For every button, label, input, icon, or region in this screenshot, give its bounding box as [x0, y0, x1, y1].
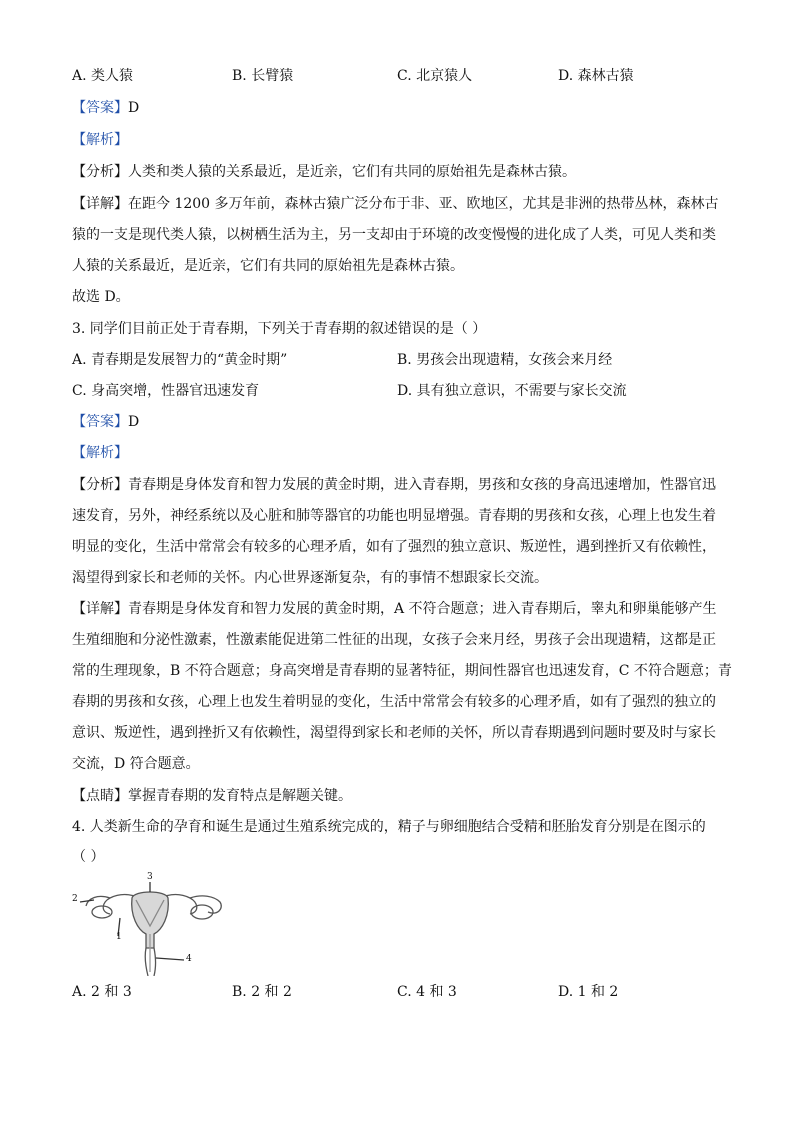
fenxi-tag: 【分析】 — [72, 164, 128, 180]
fenxi-text: 人类和类人猿的关系最近，是近亲，它们有共同的原始祖先是森林古猿。 — [128, 164, 576, 180]
q2-option-b: B. 长臂猿 — [232, 68, 294, 84]
q3-xiangjie-line: 交流，D 符合题意。 — [72, 756, 200, 772]
q3-fenxi-line: 渴望得到家长和老师的关怀。内心世界逐渐复杂，有的事情不想跟家长交流。 — [72, 570, 548, 586]
q3-option-a: A. 青春期是发展智力的“黄金时期” — [72, 352, 288, 368]
q3-xiangjie-line: 春期的男孩和女孩，心理上也发生着明显的变化，生活中常常会有较多的心理矛盾，如有了强烈的独立的 — [72, 694, 716, 710]
q2-option-c: C. 北京猿人 — [397, 68, 473, 84]
q3-fenxi-line: 速发育，另外，神经系统以及心脏和肺等器官的功能也明显增强。青春期的男孩和女孩，心理上也发生着 — [72, 508, 716, 524]
q3-option-c: C. 身高突增，性器官迅速发育 — [72, 383, 260, 399]
figure-label-3: 3 — [147, 872, 153, 882]
q3-xiangjie-line: 生殖细胞和分泌性激素，性激素能促进第二性征的出现，女孩子会来月经，男孩子会出现遗精，这都是正 — [72, 632, 716, 648]
q2-conclusion: 故选 D。 — [72, 289, 130, 305]
q4-option-c: C. 4 和 3 — [397, 984, 457, 1000]
xiangjie-tag: 【详解】 — [72, 196, 128, 212]
q4-option-a: A. 2 和 3 — [72, 984, 132, 1000]
q2-xiangjie-line: 猿的一支是现代类人猿，以树栖生活为主，另一支却由于环境的改变慢慢的进化成了人类，可见人类和类 — [72, 227, 716, 243]
q3-option-b: B. 男孩会出现遗精，女孩会来月经 — [397, 352, 613, 368]
answer-tag: 【答案】 — [72, 100, 128, 116]
xiangjie-tag: 【详解】 — [72, 601, 128, 617]
q2-xiangjie-line: 人猿的关系最近，是近亲，它们有共同的原始祖先是森林古猿。 — [72, 258, 464, 274]
q2-analysis-tag: 【解析】 — [72, 132, 128, 148]
uterus-diagram — [74, 872, 226, 976]
answer-value: D — [128, 100, 140, 116]
figure-label-1: 1 — [116, 932, 122, 942]
q3-option-d: D. 具有独立意识，不需要与家长交流 — [397, 383, 627, 399]
xiangjie-text: 在距今 1200 多万年前，森林古猿广泛分布于非、亚、欧地区，尤其是非洲的热带丛林，森林古 — [128, 196, 719, 212]
q2-answer — [72, 100, 139, 116]
dianjing-tag: 【点睛】 — [72, 788, 128, 804]
figure-label-4: 4 — [186, 954, 192, 964]
q2-option-a: A. 类人猿 — [72, 68, 134, 84]
fenxi-tag: 【分析】 — [72, 477, 128, 493]
q3-xiangjie-line: 常的生理现象，B 不符合题意；身高突增是青春期的显著特征，期间性器官也迅速发育，C 不符合题意；青 — [72, 663, 732, 679]
fenxi-text: 青春期是身体发育和智力发展的黄金时期，进入青春期，男孩和女孩的身高迅速增加，性器官迅 — [128, 477, 716, 493]
q4-option-b: B. 2 和 2 — [232, 984, 292, 1000]
q2-xiangjie-line — [72, 196, 719, 212]
q4-stem: 4. 人类新生命的孕育和诞生是通过生殖系统完成的，精子与卵细胞结合受精和胚胎发育分别是在图示的 — [72, 819, 706, 835]
q3-stem: 3. 同学们目前正处于青春期，下列关于青春期的叙述错误的是（ ） — [72, 321, 487, 337]
q3-xiangjie-line: 意识、叛逆性，遇到挫折又有依赖性，渴望得到家长和老师的关怀，所以青春期遇到问题时要及时与家长 — [72, 725, 716, 741]
figure-label-2: 2 — [72, 894, 78, 904]
q2-fenxi — [72, 164, 576, 180]
dianjing-text: 掌握青春期的发育特点是解题关键。 — [128, 788, 352, 804]
q3-answer — [72, 414, 139, 430]
q3-analysis-tag: 【解析】 — [72, 445, 128, 461]
q3-dianjing — [72, 788, 352, 804]
q2-option-d: D. 森林古猿 — [558, 68, 634, 84]
q4-stem-blank: （ ） — [72, 849, 105, 865]
q3-fenxi-line — [72, 477, 716, 493]
q3-xiangjie-line — [72, 601, 717, 617]
answer-value: D — [128, 414, 140, 430]
answer-tag: 【答案】 — [72, 414, 128, 430]
q3-fenxi-line: 明显的变化，生活中常常会有较多的心理矛盾，如有了强烈的独立意识、叛逆性，遇到挫折又有依赖性， — [72, 539, 716, 555]
female-reproductive-system-figure — [74, 872, 226, 976]
xiangjie-text: 青春期是身体发育和智力发展的黄金时期，A 不符合题意；进入青春期后，睾丸和卵巢能够产生 — [128, 601, 717, 617]
q4-option-d: D. 1 和 2 — [558, 984, 619, 1000]
